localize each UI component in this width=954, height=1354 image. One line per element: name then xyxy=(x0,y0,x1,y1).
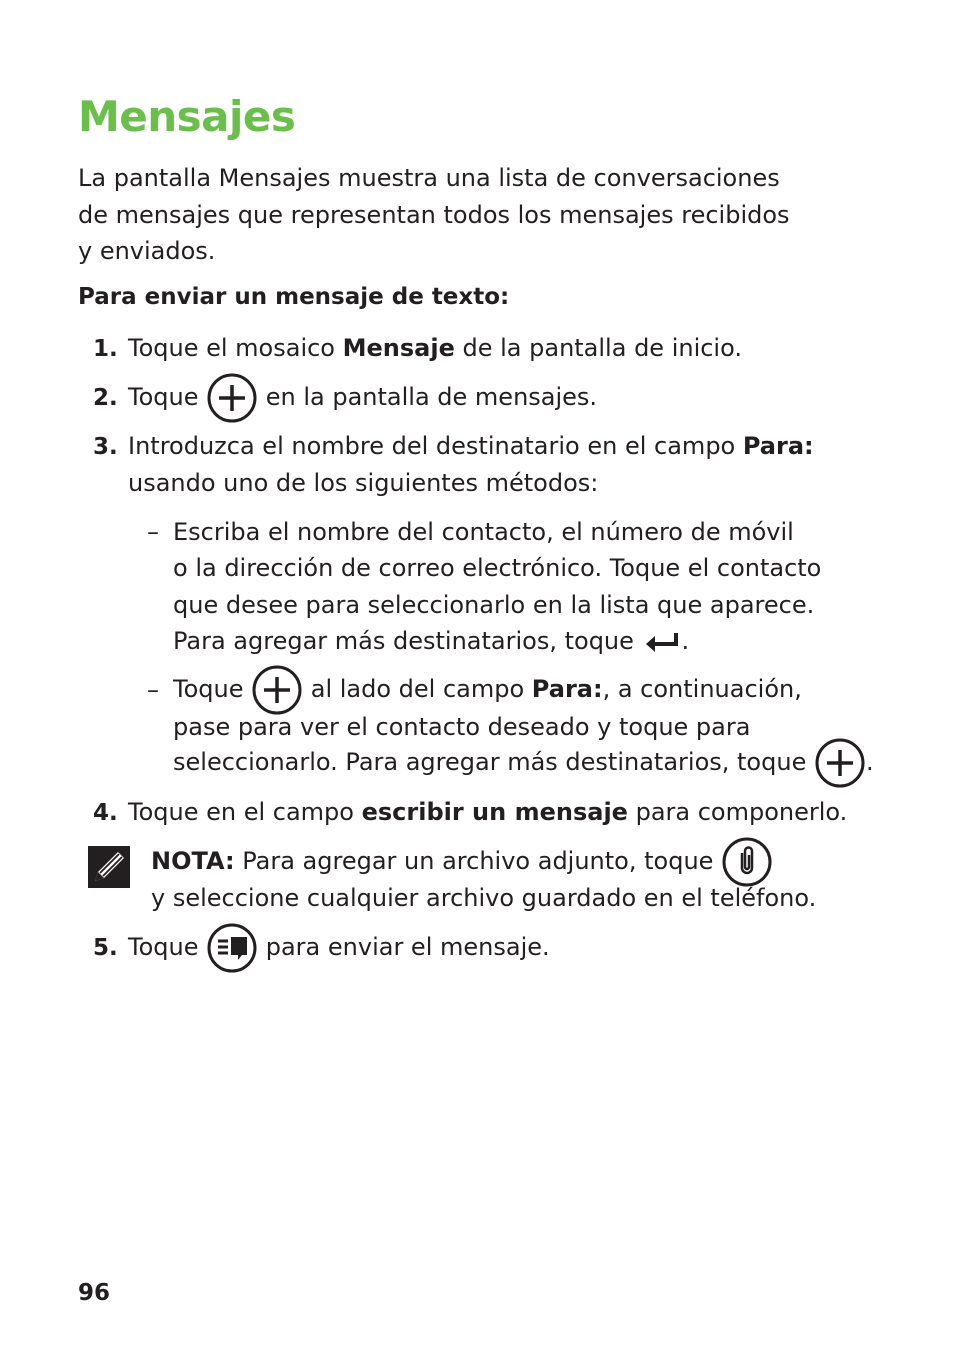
send-message-icon xyxy=(206,922,258,974)
method-1-line: o la dirección de correo electrónico. Toque el contacto xyxy=(173,554,822,582)
step-number: 1. xyxy=(93,336,118,362)
method-1-line: que desee para seleccionarlo en la lista que aparece. xyxy=(173,591,815,619)
section-subheading: Para enviar un mensaje de texto: xyxy=(78,284,510,310)
step-number: 3. xyxy=(93,434,118,460)
method-2-line: Toque al lado del campo Para:, a continuación, xyxy=(173,664,802,716)
intro-line: La pantalla Mensajes muestra una lista de conversaciones xyxy=(78,164,780,192)
list-dash: – xyxy=(147,676,159,704)
method-2-line: pase para ver el contacto deseado y toque para xyxy=(173,713,751,741)
step-2-text: Toque en la pantalla de mensajes. xyxy=(128,372,597,424)
method-2-line: seleccionarlo. Para agregar más destinatarios, toque . xyxy=(173,737,874,789)
step-3-text: Introduzca el nombre del destinatario en el campo Para: xyxy=(128,432,814,460)
step-4-text: Toque en el campo escribir un mensaje para componerlo. xyxy=(128,798,848,826)
step-number: 5. xyxy=(93,935,118,961)
note-pencil-icon xyxy=(88,846,130,892)
page-title: Mensajes xyxy=(78,92,296,141)
enter-arrow-icon xyxy=(642,629,682,655)
step-3-line2: usando uno de los siguientes métodos: xyxy=(128,469,599,497)
intro-line: de mensajes que representan todos los mensajes recibidos xyxy=(78,200,790,229)
page-number: 96 xyxy=(78,1280,111,1306)
step-5-text: Toque para enviar el mensaje. xyxy=(128,922,550,974)
step-1-text: Toque el mosaico Mensaje de la pantalla de inicio. xyxy=(128,334,742,362)
note-line2: y seleccione cualquier archivo guardado en el teléfono. xyxy=(151,884,817,912)
plus-circle-icon xyxy=(251,664,303,716)
step-number: 4. xyxy=(93,800,118,826)
attachment-icon xyxy=(721,836,773,888)
plus-circle-icon xyxy=(814,737,866,789)
list-dash: – xyxy=(147,518,159,546)
note-text: NOTA: Para agregar un archivo adjunto, toque xyxy=(151,836,773,888)
plus-circle-icon xyxy=(206,372,258,424)
method-1-line: Para agregar más destinatarios, toque . xyxy=(173,627,690,655)
method-1-line: Escriba el nombre del contacto, el número de móvil xyxy=(173,518,794,546)
intro-paragraph xyxy=(78,160,878,270)
step-number: 2. xyxy=(93,385,118,411)
intro-line: y enviados. xyxy=(78,237,216,265)
